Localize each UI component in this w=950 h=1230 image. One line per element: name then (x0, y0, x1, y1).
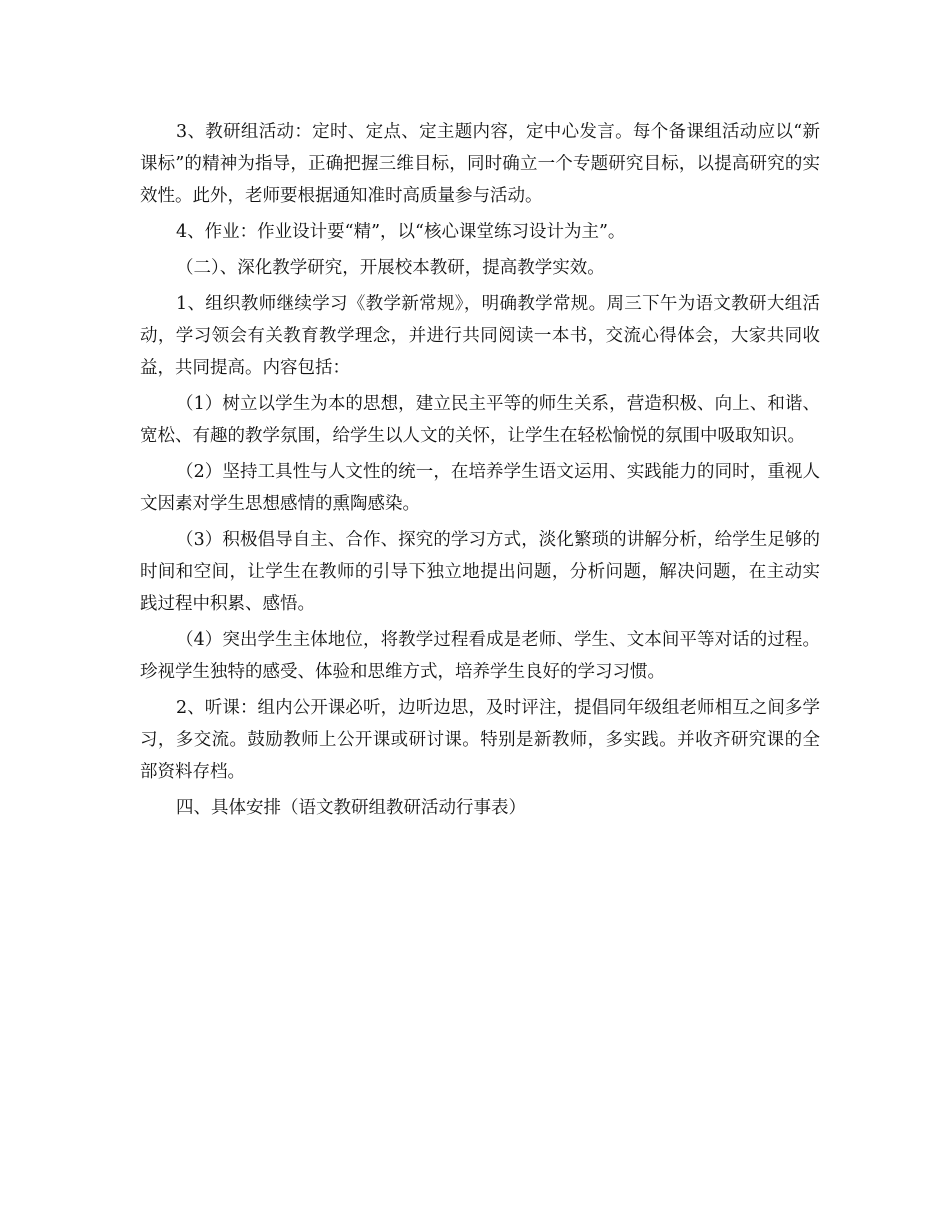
paragraph-section-four-heading: 四、具体安排（语文教研组教研活动行事表） (176, 798, 526, 818)
paragraph-homework: 4、作业：作业设计要“精”，以“核心课堂练习设计为主”。 (176, 222, 626, 242)
paragraph-lesson-observation: 2、听课：组内公开课必听，边听边思，及时评注，提倡同年级组老师相互之间多学习，多交流。鼓励教师上公开课或研讨课。特别是新教师，多实践。并收齐研究课的全部资料存档。 (140, 698, 820, 782)
paragraph-item-1: （1）树立以学生为本的思想，建立民主平等的师生关系，营造积极、向上、和谐、宽松、有趣的教学氛围，给学生以人文的关怀，让学生在轻松愉悦的氛围中吸取知识。 (140, 394, 820, 446)
paragraph-teaching-group-activity: 3、教研组活动：定时、定点、定主题内容，定中心发言。每个备课组活动应以“新课标”的精神为指导，正确把握三维目标，同时确立一个专题研究目标，以提高研究的实效性。此外，老师要根据通知准时高质量参与活动。 (140, 122, 820, 206)
paragraph-section-two-heading: （二）、深化教学研究，开展校本教研，提高教学实效。 (176, 258, 605, 278)
document-body (140, 116, 820, 828)
paragraph-item-3: （3）积极倡导自主、合作、探究的学习方式，淡化繁琐的讲解分析，给学生足够的时间和空间，让学生在教师的引导下独立地提出问题，分析问题，解决问题，在主动实践过程中积累、感悟。 (140, 530, 820, 614)
paragraph-item-2: （2）坚持工具性与人文性的统一，在培养学生语文运用、实践能力的同时，重视人文因素对学生思想感情的熏陶感染。 (140, 462, 820, 514)
paragraph-study-regulations: 1、组织教师继续学习《教学新常规》，明确教学常规。周三下午为语文教研大组活动，学习领会有关教育教学理念，并进行共同阅读一本书，交流心得体会，大家共同收益，共同提高。内容包括： (140, 294, 820, 378)
paragraph-item-4: （4）突出学生主体地位，将教学过程看成是老师、学生、文本间平等对话的过程。珍视学生独特的感受、体验和思维方式，培养学生良好的学习习惯。 (140, 630, 820, 682)
